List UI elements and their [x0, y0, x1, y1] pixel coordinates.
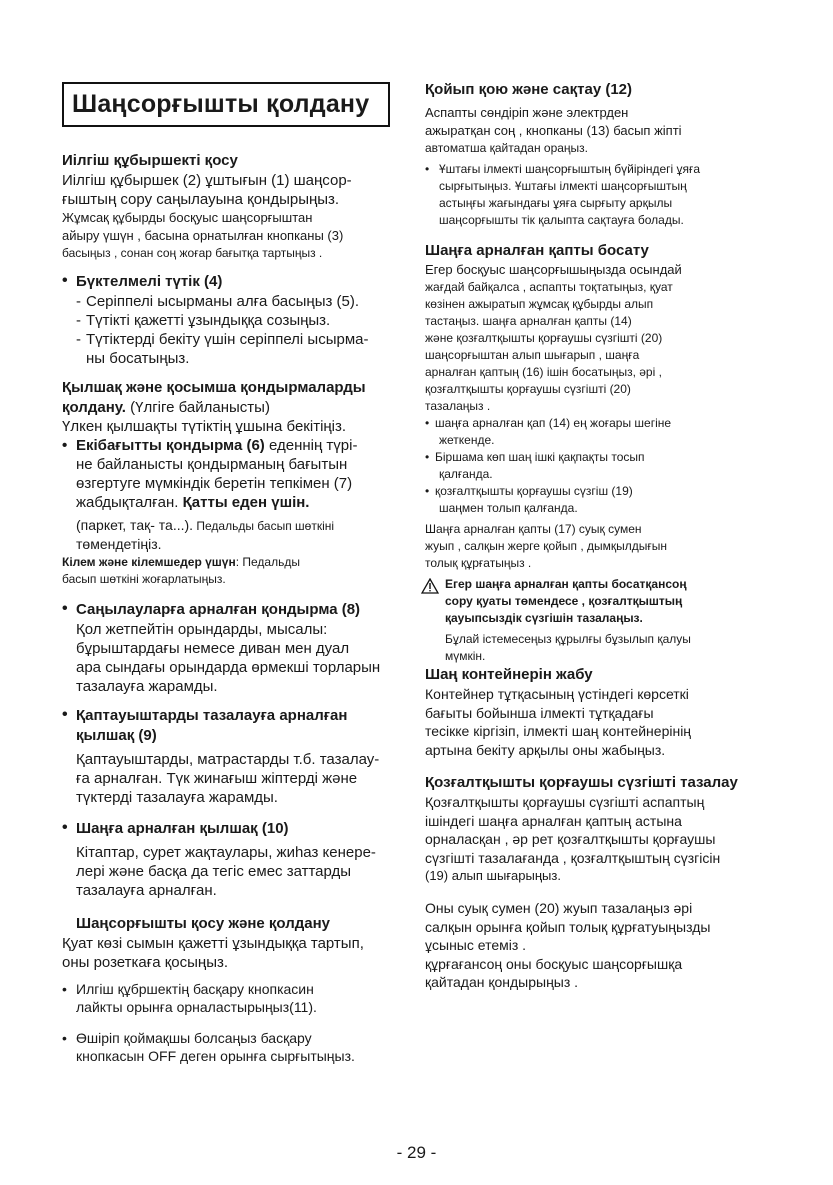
bullet-item: • қозғалтқышты қорғаушы сүзгіш (19) [425, 484, 633, 498]
section-crevice-tool: • Саңылауларға арналған қондырма (8) Қол жетпейтін орындарды, мысалы: бұрыштардағы немесе диван мен дуал ара сындағы орындарда өрмекші торларын тазалауға жарамды. [62, 600, 412, 696]
section-upholstery-brush: • Қаптауыштарды тазалауға арналған қылшақ (9) Қаптауыштарды, матрастарды т.б. тазалау- ға арналған. Түк жинағыш жіптерді және түктерді тазалауға жарамды. [62, 706, 412, 807]
bullet-item: • Біршама көп шаң ішкі қақпақты тосып [425, 450, 645, 464]
text-line: ғыштың сору саңылауына қондырыңыз. [62, 191, 340, 208]
section-hose [62, 151, 412, 262]
dash-item: - Түтікті қажетті ұзындыққа созыңыз. [76, 312, 331, 329]
bullet-mark: • [62, 272, 68, 289]
section-heading: Шаң контейнерін жабу [425, 666, 593, 683]
text-line: Жұмсақ құбырды босқуыс шаңсорғыштан [62, 210, 313, 225]
section-heading-continued: қылшақ (9) [76, 726, 157, 744]
section-heading: Қылшақ және қосымша қондырмаларды [62, 379, 366, 396]
section-switch-on: Шаңсорғышты қосу және қолдану Қуат көзі сымын қажетті ұзындыққа тартып, оны розеткаға қосыңыз. • Илгіш құбршектің басқару кнопкасин лайкты орынға орналастырыңыз(11). • Өшіріп қоймақшы болсаңыз басқару кнопкасын OFF деген орынға сырғытыңыз. [62, 914, 412, 1066]
section-heading: Бүктелмелі түтік (4) [76, 273, 223, 290]
section-heading: Саңылауларға арналған қондырма (8) [76, 600, 361, 618]
dash-item: - Серіппелі ысырманы алға басыңыз (5). [76, 293, 360, 310]
bullet-item: • Ұштағы ілмекті шаңсорғыштың бүйіріндегі ұяға [425, 162, 701, 176]
section-heading: Шаңсорғышты қосу және қолдану [76, 914, 330, 932]
section-telescopic-tube [62, 272, 412, 368]
text-line: Иілгіш құбыршек (2) ұштығын (1) шаңсор- [62, 172, 352, 189]
section-storage: Қойып қою және сақтау (12) Аспапты сөндіріп және электрден ажыратқан соң , кнопканы (13) басып жіпті автоматша қайтадан ораңыз. • Ұштағы ілмекті шаңсорғыштың бүйіріндегі ұяға сырғытыңыз. Ұштағы ілмекті шаңсорғыштың астыңғы жағындағы ұяға сырғыту арқылы шаңсорғышты тік қалыпта сақтауға болады. [425, 80, 780, 229]
text-line: басыңыз , сонан соң жоғар бағытқа тартыңыз . [62, 246, 323, 260]
bullet-item: • Саңылауларға арналған қондырма (8) [62, 600, 412, 619]
bullet-item: • шаңға арналған қап (14) ең жоғары шегіне [425, 416, 672, 430]
text-line: Үлкен қылшақты түтіктің ұшына бекітіңіз. [62, 418, 347, 435]
text-line: айыру үшүн , басына орнатылған кнопканы (3) [62, 228, 344, 243]
bullet-item: • Өшіріп қоймақшы болсаңыз басқару [62, 1029, 312, 1046]
page-title-box [62, 82, 390, 127]
bullet-item: • Илгіш құбршектің басқару кнопкасин [62, 980, 314, 997]
section-dust-brush: • Шаңға арналған қылшақ (10) Кітаптар, сурет жақтаулары, жиһаз кенере- лері және басқа да тегіс емес заттарды тазалауға арналған. [62, 819, 412, 900]
page-number: - 29 - [396, 1143, 437, 1162]
section-heading: Қозғалтқышты қорғаушы сүзгішті тазалау [425, 774, 738, 791]
dash-item: - Түтіктерді бекіту үшін серіппелі ысырма- [76, 331, 369, 348]
warning-block: Егер шаңға арналған қапты босатқансоң сору қуаты төмендесе , қозғалтқыштың қауыпсыздік сүзгішін тазалаңыз. Бұлай істемесеңыз құрылғы бұзылып қалуы мүмкін. [425, 576, 780, 665]
section-heading: Қаптауыштарды тазалауға арналған [76, 706, 348, 724]
warning-icon [421, 578, 439, 594]
page-title: Шаңсорғышты қолдану [72, 90, 370, 118]
left-column [62, 80, 412, 1066]
section-empty-dust-bag: Шаңға арналған қапты босату Егер босқуыс шаңсорғышыңызда осындай жағдай байқалса , аспапты тоқтатыңыз, қуат көзінен ажыратып жұмсақ құбырды алып тастаңыз. шаңға арналған қапты (14) және қозғалтқышты қорғаушы сүзгішті (20) шаңсорғыштан алып шығарып , шаңға арналған қаптың (16) ішін босатыңыз, әрі , қозғалтқышты қорғаушы сүзгішті (20) тазалаңыз . • шаңға арналған қап (14) ең жоғары шегіне жеткенде. • Біршама көп шаң ішкі қақпақты тосып қалғанда. • қозғалтқышты қорғаушы сүзгіш (19) шаңмен толып қалғанда. Шаңға арналған қапты (17) суық сумен жуып , салқын жерге қойып , дымқылдығын толық құрғатыңыз . Егер шаңға арналған қапты босатқансоң сору қуаты төмендесе , қозғалтқыштың қауыпсыздік сүзгішін тазалаңыз. Бұлай істемесеңыз құрылғы бұзылып қалуы мүмкін. [425, 241, 780, 665]
section-heading: Иілгіш құбыршекті қосу [62, 152, 238, 169]
right-column [425, 80, 780, 992]
dash-item-continued: ны босатыңыз. [86, 350, 190, 367]
bullet-item: • Шаңға арналған қылшақ (10) [62, 819, 412, 838]
section-heading: Шаңға арналған қапты босату [425, 242, 649, 259]
section-clean-motor-filter: Қозғалтқышты қорғаушы сүзгішті тазалау Қозғалтқышты қорғаушы сүзгішті аспаптың ішіндегі шаңға арналған қаптың астына орналасқан , әр рет қозғалтқышты қорғаушы сүзгішті тазалағанда , қозғалтқыштың сүзгісін (19) алып шығарыңыз. Оны суық сумен (20) жуып тазалаңыз әрі салқын орынға қойып толық құрғатуыңызды ұсыныс етеміз . құрғағансоң оны босқуыс шаңсорғышқа қайтадан қондырыңыз . [425, 773, 780, 992]
bullet-item: • Екібағытты қондырма (6) еденнің түрі- [62, 437, 358, 454]
bullet-item: • Қаптауыштарды тазалауға арналған [62, 706, 412, 725]
bullet-item [62, 272, 412, 291]
section-close-container: Шаң контейнерін жабу Контейнер тұтқасының үстіндегі көрсеткі бағыты бойынша ілмекті тұтқадағы тесікке кіргізіп, ілмекті шаң контейнерінің артына бекіту арқылы оны жабыңыз. [425, 665, 780, 759]
section-brush-attachments: Қылшақ және қосымша қондырмаларды қолдану. (Үлгіге байланысты) Үлкен қылшақты түтіктің ұшына бекітіңіз. • Екібағытты қондырма (6) еденнің түрі- не байланысты қондырманың бағытын өзгертуге мүмкіндік беретін тепкімен (7) жабдықталған. Қатты еден үшін. (паркет, тақ- та...). Педальды басып шөткіні төмендетіңіз. Кілем және кілемшедер үшүн: Педальды басып шөткіні жоғарлатыңыз. [62, 378, 412, 588]
section-heading: Қойып қою және сақтау (12) [425, 81, 633, 98]
section-heading: Шаңға арналған қылшақ (10) [76, 819, 289, 837]
